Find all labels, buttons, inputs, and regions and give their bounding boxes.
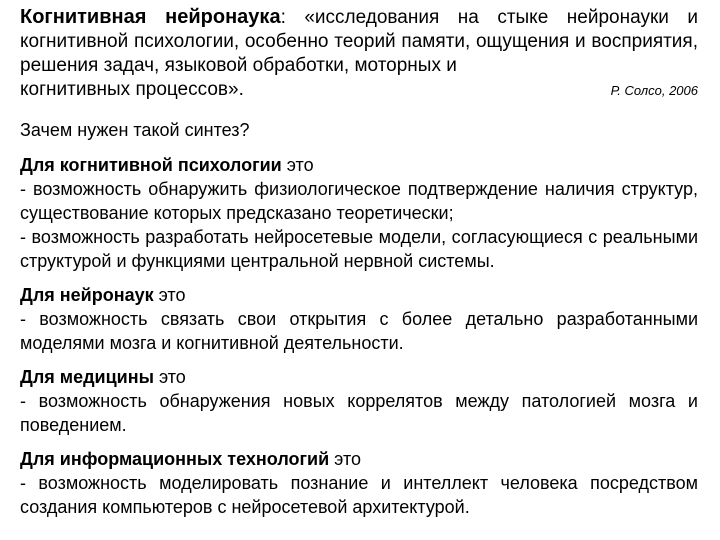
definition-text: : «исследования на стыке нейронауки и когнитивной психологии, особенно теорий памяти, ощущения и восприятия, решения задач, языковой обработки, моторных и	[20, 7, 698, 76]
definition-paragraph	[20, 0, 698, 78]
section-item: - возможность связать свои открытия с более детально разработанными моделями мозга и когнитивной деятельности.	[20, 309, 698, 353]
section-heading-bold: Для когнитивной психологии	[20, 155, 282, 175]
section-medicine	[20, 365, 698, 437]
section-heading-rest: это	[153, 367, 186, 387]
section-item: - возможность моделировать познание и интеллект человека посредством создания компьютеров с нейросетевой архитектурой.	[20, 473, 698, 517]
section-heading	[20, 283, 698, 307]
definition-term: Когнитивная нейронаука	[20, 6, 281, 28]
definition-block	[20, 0, 698, 103]
section-heading	[20, 365, 698, 389]
section-heading-bold: Для медицины	[20, 367, 154, 387]
question: Зачем нужен такой синтез?	[20, 120, 250, 140]
section-cognitive-psychology	[20, 153, 698, 273]
section-heading-bold: Для нейронаук	[20, 285, 154, 305]
section-heading-rest: это	[153, 285, 186, 305]
section-heading-rest: это	[329, 449, 361, 469]
section-item: - возможность разработать нейросетевые модели, согласующиеся с реальными структурой и функциями центральной нервной системы.	[20, 227, 698, 271]
section-information-technology	[20, 447, 698, 519]
section-item: - возможность обнаружения новых коррелятов между патологией мозга и поведением.	[20, 391, 698, 435]
section-heading-bold: Для информационных технологий	[20, 449, 330, 469]
section-heading-rest: это	[281, 155, 314, 175]
definition-text-end: когнитивных процессов».	[20, 79, 244, 100]
section-heading	[20, 153, 698, 177]
citation: Р. Солсо, 2006	[610, 83, 698, 98]
section-heading	[20, 447, 698, 471]
definition-last-line	[20, 78, 698, 103]
section-neuroscience	[20, 283, 698, 355]
section-item: - возможность обнаружить физиологическое подтверждение наличия структур, существование которых предсказано теоретически;	[20, 179, 698, 223]
